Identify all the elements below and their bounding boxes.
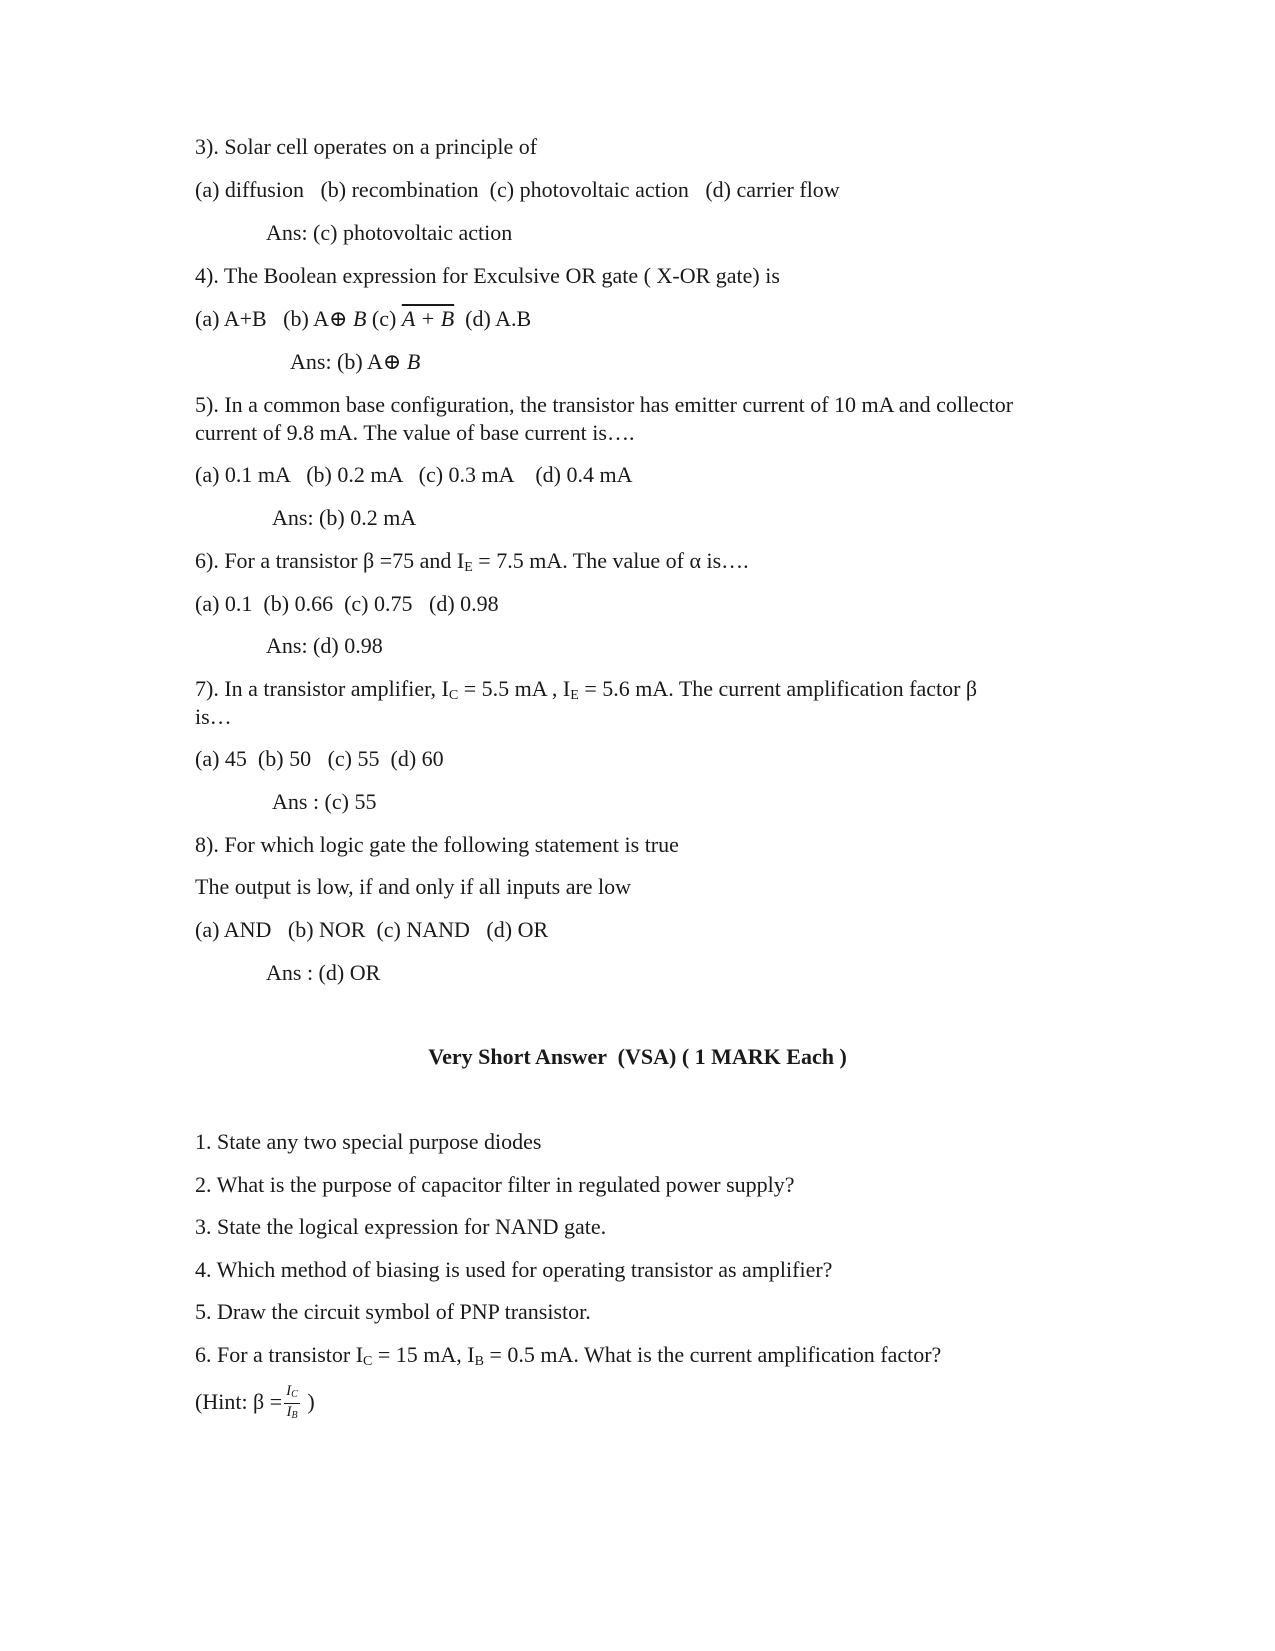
- q6-options: (a) 0.1 (b) 0.66 (c) 0.75 (d) 0.98: [195, 591, 499, 616]
- q6-answer: Ans: (d) 0.98: [266, 633, 383, 658]
- vsa-item6-part2: = 15 mA, I: [372, 1342, 475, 1367]
- q6-question: [195, 547, 749, 582]
- q7-options: (a) 45 (b) 50 (c) 55 (d) 60: [195, 746, 444, 771]
- vsa-item6-part3: = 0.5 mA. What is the current amplification factor?: [483, 1342, 942, 1367]
- q8-options: (a) AND (b) NOR (c) NAND (d) OR: [195, 917, 549, 942]
- q7-q-sub1: C: [448, 688, 459, 703]
- q4-answer: [290, 348, 420, 376]
- hint-suffix: ): [301, 1389, 315, 1414]
- q3-question: 3). Solar cell operates on a principle of: [195, 134, 538, 159]
- vsa-item6-sub1: C: [363, 1354, 373, 1369]
- hint-denominator: $I_B$: [286, 1404, 298, 1422]
- vsa-item-6: [195, 1341, 941, 1376]
- q4-opt-c-expr: A + B: [401, 306, 455, 331]
- vsa-item-2: 2. What is the purpose of capacitor filter in regulated power supply?: [195, 1172, 795, 1197]
- q7-answer: Ans : (c) 55: [272, 789, 377, 814]
- q7-q-part3: = 5.6 mA. The current amplification factor β: [578, 676, 978, 701]
- q8-statement: The output is low, if and only if all inputs are low: [195, 874, 632, 899]
- q7-q-part2: = 5.5 mA , I: [458, 676, 571, 701]
- hint-numerator: $I_C$: [284, 1383, 300, 1404]
- q4-opt-a: (a) A+B (b) A⊕: [195, 306, 353, 331]
- vsa-item6-part1: 6. For a transistor I: [195, 1342, 364, 1367]
- q5-question-line2: current of 9.8 mA. The value of base current is….: [195, 420, 635, 445]
- q8-question: 8). For which logic gate the following statement is true: [195, 832, 679, 857]
- vsa-heading: Very Short Answer (VSA) ( 1 MARK Each ): [428, 1044, 847, 1069]
- q4-options: [195, 305, 531, 333]
- q7-q-sub2: E: [570, 688, 579, 703]
- q8-answer: Ans : (d) OR: [266, 960, 381, 985]
- vsa-item6-sub2: B: [474, 1354, 484, 1369]
- q4-question: 4). The Boolean expression for Exculsive OR gate ( X-OR gate) is: [195, 263, 780, 288]
- q7-q-part1: 7). In a transistor amplifier, I: [195, 676, 449, 701]
- q5-answer: Ans: (b) 0.2 mA: [272, 505, 417, 530]
- q3-options: (a) diffusion (b) recombination (c) photovoltaic action (d) carrier flow: [195, 177, 840, 202]
- q7-question-line1: [195, 675, 977, 710]
- hint-fraction: [284, 1383, 300, 1424]
- hint-prefix: (Hint: β =: [195, 1389, 283, 1414]
- q7-question-line2: is…: [195, 704, 232, 729]
- q4-opt-b-var: B: [352, 306, 367, 331]
- q6-q-part2: = 7.5 mA. The value of α is….: [472, 548, 749, 573]
- q4-answer-prefix: Ans: (b) A⊕: [290, 349, 407, 374]
- vsa-item-5: 5. Draw the circuit symbol of PNP transistor.: [195, 1299, 591, 1324]
- q6-q-part1: 6). For a transistor β =75 and I: [195, 548, 465, 573]
- vsa-hint: [195, 1382, 315, 1424]
- vsa-item-3: 3. State the logical expression for NAND gate.: [195, 1214, 607, 1239]
- q4-opt-d: (d) A.B: [454, 306, 532, 331]
- q4-opt-c-label: (c): [366, 306, 402, 331]
- vsa-item-4: 4. Which method of biasing is used for operating transistor as amplifier?: [195, 1257, 833, 1282]
- q5-question-line1: 5). In a common base configuration, the transistor has emitter current of 10 mA and collector: [195, 392, 1014, 417]
- q5-options: (a) 0.1 mA (b) 0.2 mA (c) 0.3 mA (d) 0.4 mA: [195, 462, 633, 487]
- q6-q-sub: E: [464, 560, 473, 575]
- q4-answer-var: B: [406, 349, 421, 374]
- vsa-item-1: 1. State any two special purpose diodes: [195, 1129, 542, 1154]
- q3-answer: Ans: (c) photovoltaic action: [266, 220, 513, 245]
